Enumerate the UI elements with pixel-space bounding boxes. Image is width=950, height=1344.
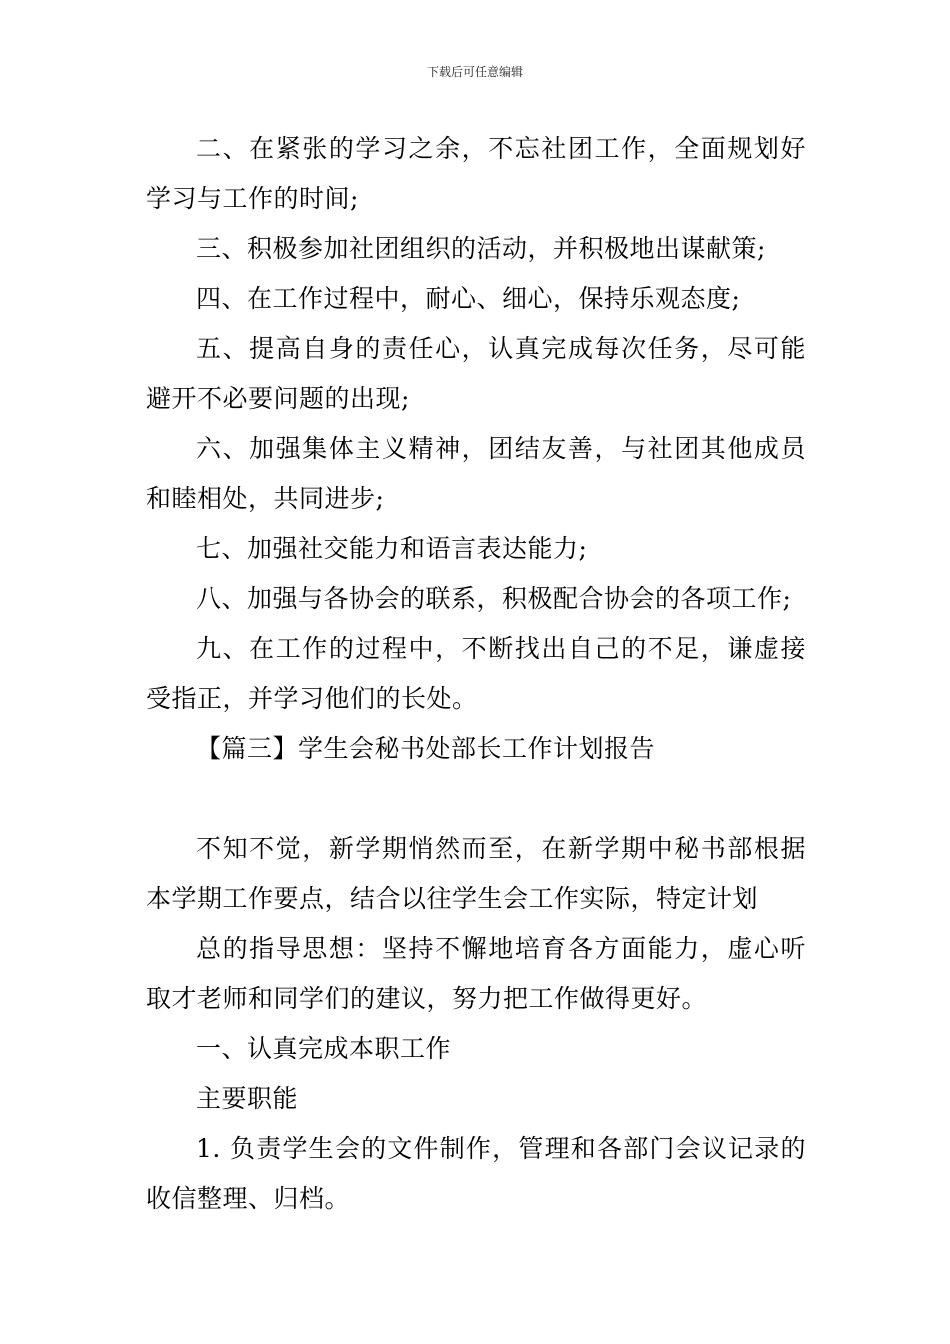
function-item-1: 1. 负责学生会的文件制作，管理和各部门会议记录的收信整理、归档。 (146, 1134, 806, 1213)
intro-paragraph: 不知不觉，新学期悄然而至，在新学期中秘书部根据本学期工作要点，结合以往学生会工作实际，特定计划 (146, 834, 806, 913)
paragraph-item-3: 三、积极参加社团组织的活动，并积极地出谋献策; (196, 234, 766, 263)
blank-line (146, 774, 806, 824)
document-body (146, 124, 806, 1224)
header-watermark-text: 下载后可任意编辑 (426, 65, 523, 79)
paragraph-item-2: 二、在紧张的学习之余，不忘社团工作，全面规划好学习与工作的时间; (146, 134, 806, 213)
paragraph-item-5: 五、提高自身的责任心，认真完成每次任务，尽可能避开不必要问题的出现; (146, 334, 806, 413)
paragraph-item-6: 六、加强集体主义精神，团结友善，与社团其他成员和睦相处，共同进步; (146, 434, 806, 513)
paragraph-item-7: 七、加强社交能力和语言表达能力; (196, 534, 588, 563)
main-functions-label: 主要职能 (196, 1084, 299, 1113)
paragraph-item-8: 八、加强与各协会的联系，积极配合协会的各项工作; (196, 584, 792, 613)
paragraph-item-9: 九、在工作的过程中，不断找出自己的不足，谦虚接受指正，并学习他们的长处。 (146, 634, 806, 713)
guiding-principle-paragraph: 总的指导思想：坚持不懈地培育各方面能力，虚心听取才老师和同学们的建议，努力把工作做得更好。 (146, 934, 806, 1013)
page-header (0, 64, 950, 80)
section-heading: 【篇三】学生会秘书处部长工作计划报告 (196, 734, 656, 763)
subsection-heading: 一、认真完成本职工作 (196, 1034, 452, 1063)
paragraph-item-4: 四、在工作过程中，耐心、细心，保持乐观态度; (196, 284, 741, 313)
